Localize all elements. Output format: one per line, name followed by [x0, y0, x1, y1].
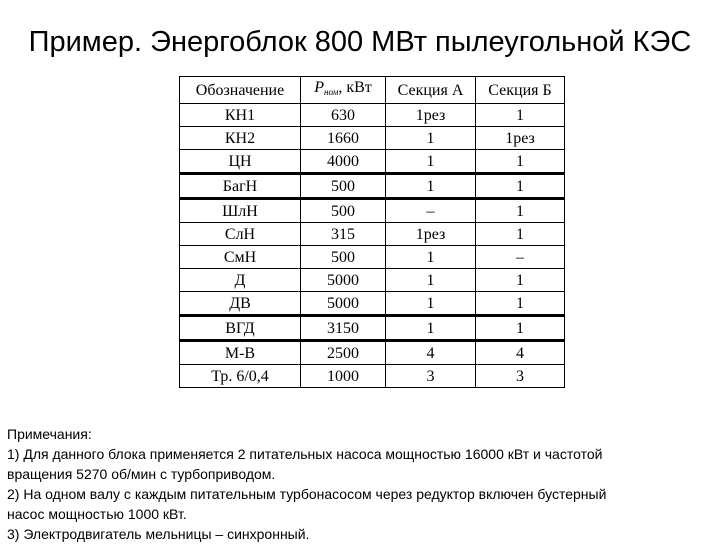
cell-section-b: 1 [476, 150, 565, 174]
cell-section-a: 4 [386, 341, 476, 365]
cell-name: М-В [180, 341, 301, 365]
cell-power: 3150 [301, 316, 386, 341]
cell-section-b: 3 [476, 365, 565, 388]
cell-section-b: 1 [476, 223, 565, 246]
table-row [180, 223, 565, 246]
table-row [180, 127, 565, 150]
header-name: Обозначение [180, 77, 301, 104]
table-header-row [180, 77, 565, 104]
cell-power: 2500 [301, 341, 386, 365]
cell-section-a: 1 [386, 269, 476, 292]
table-row [180, 246, 565, 269]
cell-section-b: 1рез [476, 127, 565, 150]
cell-section-b: 4 [476, 341, 565, 365]
note-1-line-2: вращения 5270 об/мин с турбоприводом. [7, 466, 276, 482]
power-unit: , кВт [338, 79, 372, 96]
cell-name: Тр. 6/0,4 [180, 365, 301, 388]
cell-power: 500 [301, 246, 386, 269]
header-section-b: Секция Б [476, 77, 565, 104]
notes-heading: Примечания: [7, 426, 92, 442]
cell-section-b: 1 [476, 269, 565, 292]
header-section-a: Секция А [386, 77, 476, 104]
cell-name: КН2 [180, 127, 301, 150]
cell-section-b: 1 [476, 292, 565, 316]
cell-name: ДВ [180, 292, 301, 316]
table-row [180, 269, 565, 292]
note-3: 3) Электродвигатель мельницы – синхронный. [7, 526, 310, 542]
cell-section-a: 1 [386, 292, 476, 316]
cell-name: КН1 [180, 104, 301, 127]
power-symbol: P [314, 79, 324, 96]
cell-power: 1000 [301, 365, 386, 388]
cell-section-a: 1рез [386, 223, 476, 246]
note-1-line-1: 1) Для данного блока применяется 2 питательных насоса мощностью 16000 кВт и частотой [7, 446, 603, 462]
cell-section-a: – [386, 199, 476, 223]
table-row [180, 104, 565, 127]
cell-section-a: 1 [386, 246, 476, 269]
cell-name: ШлН [180, 199, 301, 223]
cell-power: 5000 [301, 269, 386, 292]
cell-name: Д [180, 269, 301, 292]
cell-section-a: 1 [386, 127, 476, 150]
cell-section-b: 1 [476, 316, 565, 341]
cell-section-b: – [476, 246, 565, 269]
cell-section-a: 1 [386, 316, 476, 341]
cell-section-a: 1 [386, 150, 476, 174]
table-row [180, 150, 565, 174]
table-row [180, 365, 565, 388]
cell-section-b: 1 [476, 104, 565, 127]
table-row [180, 316, 565, 341]
cell-name: ВГД [180, 316, 301, 341]
power-subscript: ном [323, 87, 339, 97]
cell-power: 500 [301, 199, 386, 223]
cell-section-a: 1рез [386, 104, 476, 127]
cell-power: 630 [301, 104, 386, 127]
table-row [180, 341, 565, 365]
cell-section-b: 1 [476, 199, 565, 223]
table-row [180, 199, 565, 223]
cell-name: СмН [180, 246, 301, 269]
table-body [180, 104, 565, 388]
cell-section-a: 1 [386, 174, 476, 199]
cell-name: ЦН [180, 150, 301, 174]
table-row [180, 292, 565, 316]
header-power [301, 77, 386, 104]
cell-section-a: 3 [386, 365, 476, 388]
equipment-table [179, 76, 565, 388]
cell-power: 1660 [301, 127, 386, 150]
cell-power: 500 [301, 174, 386, 199]
page-title: Пример. Энергоблок 800 МВт пылеугольной КЭС [28, 26, 692, 58]
note-2-line-2: насос мощностью 1000 кВт. [7, 506, 187, 522]
notes-block [7, 424, 712, 544]
cell-name: СлН [180, 223, 301, 246]
note-2-line-1: 2) На одном валу с каждым питательным турбонасосом через редуктор включен бустерный [7, 486, 607, 502]
cell-power: 5000 [301, 292, 386, 316]
cell-section-b: 1 [476, 174, 565, 199]
cell-power: 315 [301, 223, 386, 246]
cell-name: БагН [180, 174, 301, 199]
table-row [180, 174, 565, 199]
cell-power: 4000 [301, 150, 386, 174]
